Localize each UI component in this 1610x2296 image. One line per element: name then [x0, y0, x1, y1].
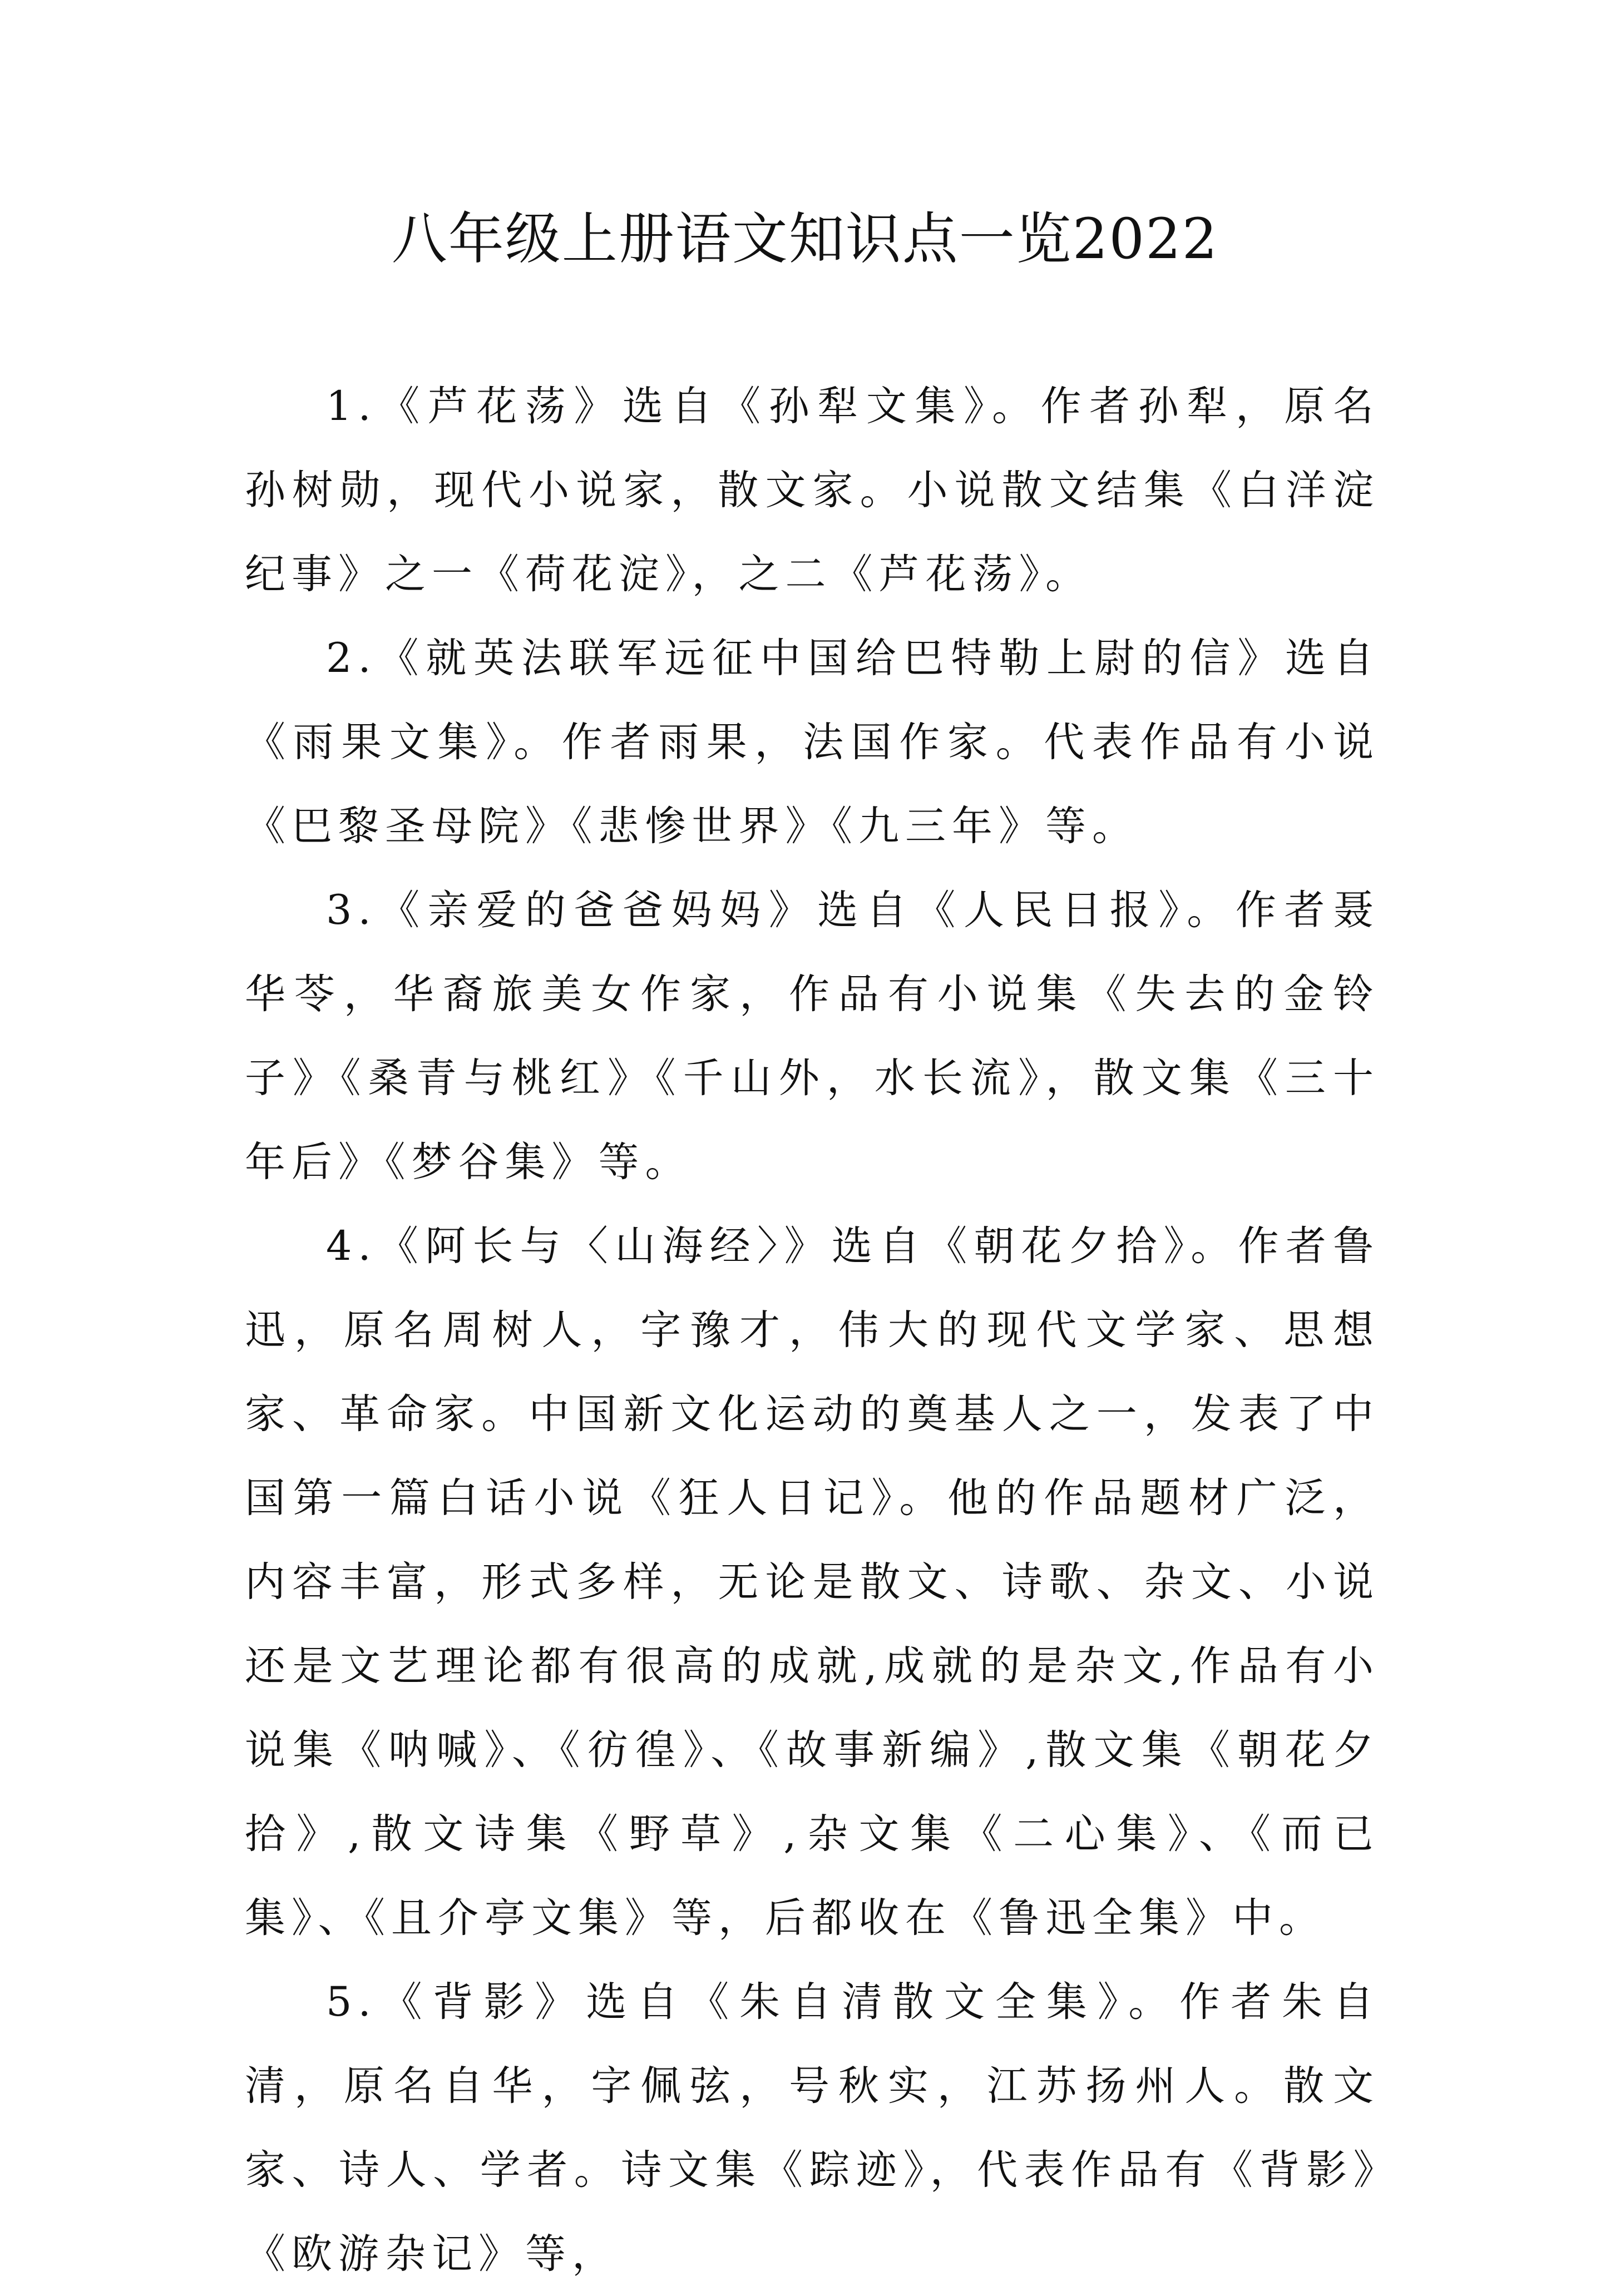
paragraph-3: 3.《亲爱的爸爸妈妈》选自《人民日报》。作者聂华苓，华裔旅美女作家，作品有小说集《失去的金铃子》《桑青与桃红》《千山外，水长流》，散文集《三十年后》《梦谷集》等。 — [245, 887, 1380, 1186]
paragraph-5: 5.《背影》选自《朱自清散文全集》。作者朱自清，原名自华，字佩弦，号秋实，江苏扬州人。散文家、诗人、学者。诗文集《踪迹》，代表作品有《背影》《欧游杂记》等， — [245, 1978, 1380, 2278]
document-body — [245, 364, 1380, 2296]
paragraph-4: 4.《阿长与〈山海经〉》选自《朝花夕拾》。作者鲁迅，原名周树人，字豫才，伟大的现代文学家、思想家、革命家。中国新文化运动的奠基人之一，发表了中国第一篇白话小说《狂人日记》。他的作品题材广泛，内容丰富，形式多样，无论是散文、诗歌、杂文、小说还是文艺理论都有很高的成就,成就的是杂文,作品有小说集《呐喊》、《彷徨》、《故事新编》,散文集《朝花夕拾》,散文诗集《野草》,杂文集《二心集》、《而已集》、《且介亭文集》等，后都收在《鲁迅全集》中。 — [245, 1223, 1380, 1942]
document-title: 八年级上册语文知识点一览2022 — [391, 206, 1219, 271]
paragraph-1: 1.《芦花荡》选自《孙犁文集》。作者孙犁，原名孙树勋，现代小说家，散文家。小说散文结集《白洋淀纪事》之一《荷花淀》，之二《芦花荡》。 — [245, 383, 1380, 598]
paragraph-2: 2.《就英法联军远征中国给巴特勒上尉的信》选自《雨果文集》。作者雨果，法国作家。代表作品有小说《巴黎圣母院》《悲惨世界》《九三年》等。 — [245, 635, 1380, 850]
